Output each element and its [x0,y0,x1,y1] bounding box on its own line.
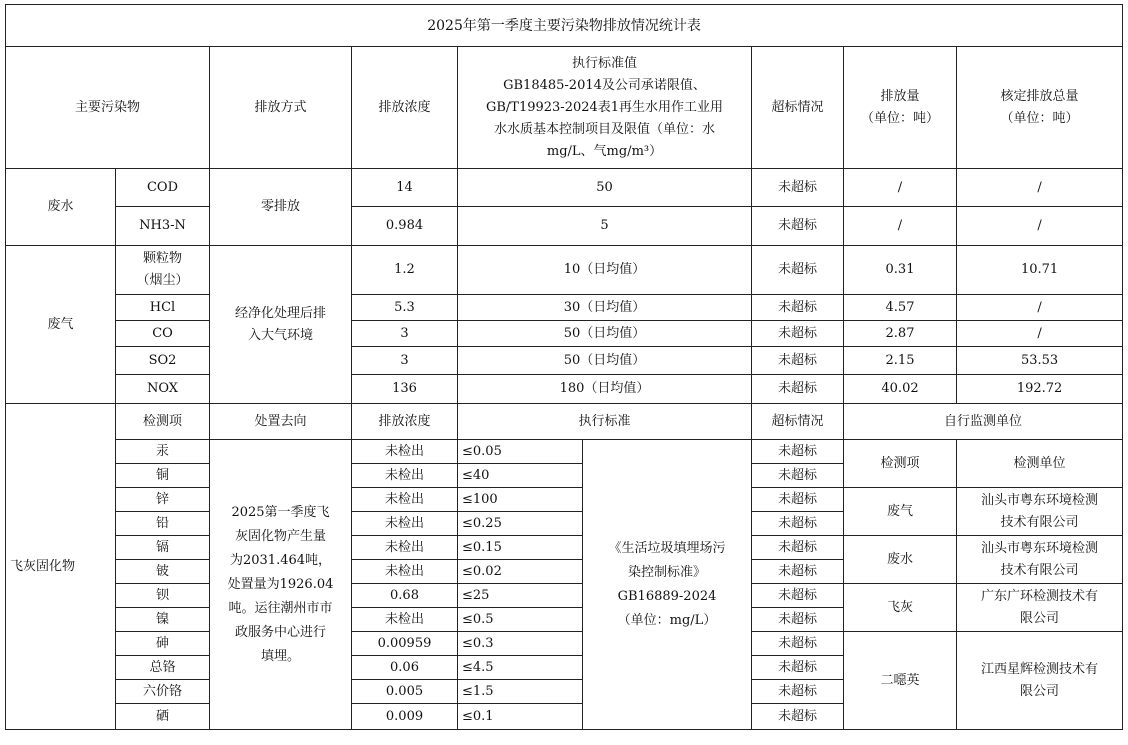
limit-cell: ≤0.15 [458,536,583,560]
fly-ash-header-destination: 处置去向 [210,404,352,440]
amount-cell: 2.15 [844,347,957,375]
fly-ash-category: 飞灰固化物 [6,404,116,730]
standard-cell: 5 [458,207,752,246]
limit-cell: ≤40 [458,464,583,488]
header-amount: 排放量 （单位：吨） [844,47,957,169]
exceed-cell: 未超标 [752,680,844,704]
limit-cell: ≤0.05 [458,440,583,464]
standard-cell: 50（日均值） [458,347,752,375]
table-row [6,375,1123,404]
exceed-cell: 未超标 [752,347,844,375]
limit-cell: ≤0.25 [458,512,583,536]
monitor-unit: 江西星辉检测技术有 限公司 [957,632,1123,730]
standard-cell: 50 [458,169,752,207]
exceed-cell: 未超标 [752,207,844,246]
waste-gas-method: 经净化处理后排 入大气环境 [210,246,352,404]
fly-ash-header-standard: 执行标准 [458,404,752,440]
item-name: 六价铬 [116,680,210,704]
approved-cell: 192.72 [957,375,1123,404]
amount-cell: 0.31 [844,246,957,295]
concentration-cell: 未检出 [352,560,458,584]
concentration-cell: 3 [352,321,458,347]
exceed-cell: 未超标 [752,321,844,347]
limit-cell: ≤100 [458,488,583,512]
exceed-cell: 未超标 [752,536,844,560]
pollutant-name: NH3-N [116,207,210,246]
waste-gas-category: 废气 [6,246,116,404]
limit-cell: ≤0.1 [458,704,583,730]
table-row [6,584,1123,608]
limit-cell: ≤1.5 [458,680,583,704]
header-exceed: 超标情况 [752,47,844,169]
table-row [6,321,1123,347]
exceed-cell: 未超标 [752,295,844,321]
exceed-cell: 未超标 [752,656,844,680]
monitor-item: 二噁英 [844,632,957,730]
concentration-cell: 未检出 [352,488,458,512]
exceed-cell: 未超标 [752,704,844,730]
monitor-header-unit: 检测单位 [957,440,1123,488]
standard-cell: 50（日均值） [458,321,752,347]
concentration-cell: 0.984 [352,207,458,246]
item-name: 汞 [116,440,210,464]
emission-statistics-table [5,4,1123,730]
exceed-cell: 未超标 [752,512,844,536]
pollutant-name: SO2 [116,347,210,375]
concentration-cell: 未检出 [352,512,458,536]
amount-cell: 2.87 [844,321,957,347]
exceed-cell: 未超标 [752,608,844,632]
item-name: 镉 [116,536,210,560]
concentration-cell: 0.00959 [352,632,458,656]
item-name: 铅 [116,512,210,536]
monitor-unit: 广东广环检测技术有 限公司 [957,584,1123,632]
standard-cell: 30（日均值） [458,295,752,321]
exceed-cell: 未超标 [752,246,844,295]
exceed-cell: 未超标 [752,464,844,488]
fly-ash-header-concentration: 排放浓度 [352,404,458,440]
monitor-item: 废水 [844,536,957,584]
exceed-cell: 未超标 [752,375,844,404]
approved-cell: 10.71 [957,246,1123,295]
fly-ash-destination: 2025第一季度飞 灰固化物产生量 为2031.464吨， 处置量为1926.04 吨。运往潮州市市 政服务中心进行 填埋。 [210,440,352,730]
monitor-unit: 汕头市粤东环境检测 技术有限公司 [957,488,1123,536]
concentration-cell: 0.005 [352,680,458,704]
approved-cell: 53.53 [957,347,1123,375]
table-row [6,169,1123,207]
header-concentration: 排放浓度 [352,47,458,169]
table-row [6,536,1123,560]
fly-ash-header-item: 检测项 [116,404,210,440]
amount-cell: / [844,169,957,207]
concentration-cell: 未检出 [352,464,458,488]
monitor-unit: 汕头市粤东环境检测 技术有限公司 [957,536,1123,584]
limit-cell: ≤4.5 [458,656,583,680]
header-method: 排放方式 [210,47,352,169]
pollutant-name: COD [116,169,210,207]
exceed-cell: 未超标 [752,560,844,584]
concentration-cell: 未检出 [352,536,458,560]
exceed-cell: 未超标 [752,169,844,207]
limit-cell: ≤0.02 [458,560,583,584]
item-name: 铍 [116,560,210,584]
table-row [6,347,1123,375]
monitor-header-item: 检测项 [844,440,957,488]
item-name: 硒 [116,704,210,730]
fly-ash-header-row [6,404,1123,440]
concentration-cell: 14 [352,169,458,207]
fly-ash-header-exceed: 超标情况 [752,404,844,440]
concentration-cell: 0.009 [352,704,458,730]
approved-cell: / [957,295,1123,321]
amount-cell: 40.02 [844,375,957,404]
standard-cell: 10（日均值） [458,246,752,295]
table-row [6,440,1123,464]
amount-cell: 4.57 [844,295,957,321]
approved-cell: / [957,207,1123,246]
item-name: 砷 [116,632,210,656]
exceed-cell: 未超标 [752,584,844,608]
table-row [6,246,1123,295]
header-pollutant: 主要污染物 [6,47,210,169]
approved-cell: / [957,169,1123,207]
exceed-cell: 未超标 [752,632,844,656]
fly-ash-standard: 《生活垃圾填埋场污 染控制标准》 GB16889-2024 （单位：mg/L） [583,440,752,730]
limit-cell: ≤25 [458,584,583,608]
table-title: 2025年第一季度主要污染物排放情况统计表 [6,5,1123,47]
item-name: 锌 [116,488,210,512]
approved-cell: / [957,321,1123,347]
wastewater-method: 零排放 [210,169,352,246]
item-name: 总铬 [116,656,210,680]
table-row [6,207,1123,246]
concentration-cell: 0.68 [352,584,458,608]
pollutant-name: CO [116,321,210,347]
item-name: 镍 [116,608,210,632]
pollutant-name: NOX [116,375,210,404]
limit-cell: ≤0.5 [458,608,583,632]
monitor-item: 飞灰 [844,584,957,632]
concentration-cell: 3 [352,347,458,375]
concentration-cell: 未检出 [352,440,458,464]
concentration-cell: 0.06 [352,656,458,680]
header-approved: 核定排放总量 （单位：吨） [957,47,1123,169]
concentration-cell: 未检出 [352,608,458,632]
wastewater-category: 废水 [6,169,116,246]
concentration-cell: 1.2 [352,246,458,295]
amount-cell: / [844,207,957,246]
item-name: 钡 [116,584,210,608]
header-standard: 执行标准值 GB18485-2014及公司承诺限值、 GB/T19923-2024表1再生水用作工业用 水水质基本控制项目及限值（单位：水 mg/L、气mg/m³） [458,47,752,169]
limit-cell: ≤0.3 [458,632,583,656]
exceed-cell: 未超标 [752,440,844,464]
fly-ash-header-monitor: 自行监测单位 [844,404,1123,440]
monitor-item: 废气 [844,488,957,536]
concentration-cell: 5.3 [352,295,458,321]
standard-cell: 180（日均值） [458,375,752,404]
table-row [6,632,1123,656]
pollutant-name: HCl [116,295,210,321]
concentration-cell: 136 [352,375,458,404]
item-name: 铜 [116,464,210,488]
pollutant-name: 颗粒物 （烟尘） [116,246,210,295]
exceed-cell: 未超标 [752,488,844,512]
table-row [6,488,1123,512]
table-row [6,295,1123,321]
